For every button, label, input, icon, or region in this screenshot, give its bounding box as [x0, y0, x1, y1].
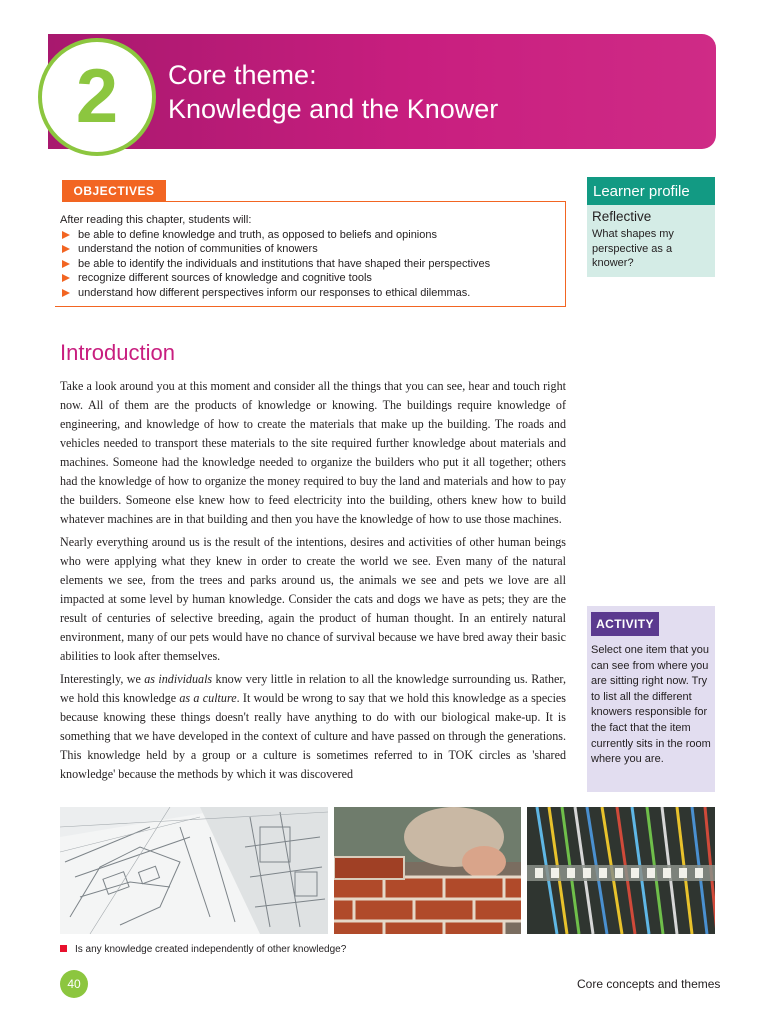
- learner-profile-box: [587, 177, 715, 277]
- activity-label: ACTIVITY: [591, 612, 659, 636]
- objective-text: be able to identify the individuals and institutions that have shaped their perspectives: [78, 257, 491, 270]
- photo-caption: [60, 944, 346, 955]
- learner-profile-question: What shapes my perspective as a knower?: [592, 228, 674, 269]
- chapter-number: 2: [75, 54, 119, 139]
- bullet-triangle-icon: [62, 260, 70, 268]
- wiring-photo: [527, 807, 715, 934]
- learner-profile-heading: Learner profile: [587, 177, 715, 205]
- objective-text: understand how different perspectives inform our responses to ethical dilemmas.: [78, 286, 471, 299]
- objectives-bottom-rule: [55, 306, 566, 307]
- caption-square-icon: [60, 945, 67, 952]
- footer-section-title: Core concepts and themes: [577, 977, 721, 991]
- paragraph: [60, 670, 566, 784]
- objective-item: [60, 242, 490, 256]
- objective-text: understand the notion of communities of knowers: [78, 243, 318, 256]
- introduction-body: [60, 377, 566, 784]
- bullet-triangle-icon: [62, 274, 70, 282]
- bricklaying-photo: [334, 807, 521, 934]
- learner-profile-trait: Reflective: [592, 209, 652, 224]
- emphasis-text: as a culture: [179, 691, 237, 705]
- caption-text: Is any knowledge created independently of other knowledge?: [75, 944, 347, 955]
- objectives-list: [60, 228, 490, 300]
- activity-box: [587, 606, 715, 792]
- objective-item: [60, 228, 490, 242]
- paragraph-text: . It would be wrong to say that we hold this knowledge as a species because knowing these things doesn't really have anything to do with our biological make-up. It is something that we have developed in the context of culture and have passed on through the generations. This knowledge held by a group or a culture is sometimes referred to in TOK circles as 'shared knowledge' because the methods by which it was discovered: [60, 691, 566, 781]
- bullet-triangle-icon: [62, 245, 70, 253]
- emphasis-text: as individuals: [144, 672, 213, 686]
- paragraph-text: Interestingly, we: [60, 672, 145, 686]
- chapter-title-line2: Knowledge and the Knower: [168, 94, 499, 124]
- blueprint-photo: [60, 807, 328, 934]
- objective-item: [60, 271, 490, 285]
- objectives-intro: After reading this chapter, students will:: [60, 214, 252, 226]
- section-heading-introduction: Introduction: [60, 340, 175, 365]
- bullet-triangle-icon: [62, 289, 70, 297]
- objective-text: recognize different sources of knowledge and cognitive tools: [78, 272, 372, 285]
- chapter-number-badge: [38, 38, 156, 156]
- page-number: 40: [60, 970, 88, 998]
- paragraph: Nearly everything around us is the result of the intentions, desires and activities of other human beings who were applying what they knew in order to create the world we see. Even many of the natural elements we see, from the trees and parks around us, the animals we see and pets we love are all impacted at some level by human knowledge. Consider the cats and dogs we have as pets; they are the result of centuries of selective breeding, again the product of human thought. In an entirely natural environment, many of our pets would have no chance of survival because we have bred away their basic abilities to look after themselves.: [60, 535, 566, 663]
- bullet-triangle-icon: [62, 231, 70, 239]
- paragraph-text: know very little in relation to all the knowledge surrounding us. Rather, we hold this knowledge: [60, 672, 566, 705]
- activity-text: Select one item that you can see from where you are sitting right now. Try to list all the different knowers responsible for the fact that the item currently sits in the room where you are.: [591, 644, 711, 766]
- objective-item: [60, 257, 490, 271]
- paragraph: Take a look around you at this moment and consider all the things that you can see, hear and touch right now. All of them are the products of knowledge or knowing. The buildings require knowledge of engineering, and knowledge of how to create the materials that make up the building. The roads and vehicles needed to transport these materials to the site required further knowledge about materials and machines. Someone had the knowledge needed to organize the builders who put it all together; others had the knowledge of how to organize the money required to buy the land and materials and how to pay the builders. Someone else knew how to feed electricity into the building, others knew how to build whatever machines are in that building and then you have the knowledge of how to use those machines.: [60, 379, 566, 526]
- objectives-side-rule: [565, 201, 566, 306]
- chapter-title: [168, 58, 498, 126]
- objective-item: [60, 286, 490, 300]
- objectives-label: OBJECTIVES: [62, 180, 166, 202]
- objectives-top-rule: [166, 201, 566, 202]
- chapter-title-line1: Core theme:: [168, 60, 317, 90]
- objective-text: be able to define knowledge and truth, as opposed to beliefs and opinions: [78, 229, 437, 241]
